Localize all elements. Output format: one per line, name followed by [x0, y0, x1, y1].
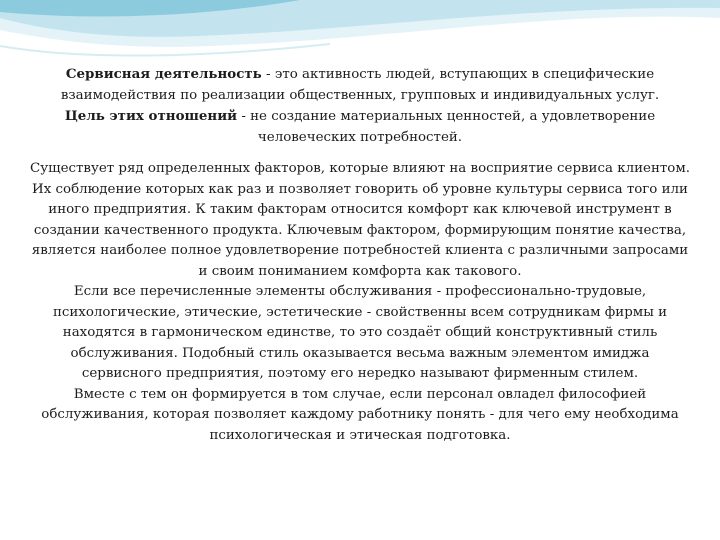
slide-body	[30, 64, 690, 446]
factors-paragraph: Существует ряд определенных факторов, которые влияют на восприятие сервиса клиентом. Их соблюдение которых как раз и позволяет говорить об уровне культуры сервиса того или иного предприятия. К таким факторам относится комфорт как ключевой инструмент в создании качественного продукта. Ключевым фактором, формирующим понятие качества, является наиболее полное удовлетворение потребностей клиента с различными запросами и своим пониманием комфорта как такового.	[30, 161, 691, 279]
term-goal: Цель этих отношений	[64, 108, 238, 124]
definition-text-b: - не создание материальных ценностей, а удовлетворение человеческих потребностей.	[237, 109, 656, 145]
style-paragraph: Если все перечисленные элементы обслуживания - профессионально-трудовые, психологические, этические, эстетические - свойственны всем сотрудникам фирмы и находятся в гармоническом единстве, то это создаёт общий конструктивный стиль обслуживания. Подобный стиль оказывается весьма важным элементом имиджа сервисного предприятия, поэтому его нередко называют фирменным стилем.	[52, 284, 668, 381]
definition-paragraph	[30, 64, 690, 148]
philosophy-paragraph: Вместе с тем он формируется в том случае, если персонал овладел философией обслуживания, которая позволяет каждому работнику понять - для чего ему необходима психологическая и этическая подготовка.	[41, 386, 679, 443]
term-service-activity: Сервисная деятельность	[65, 66, 262, 82]
definition-text-a: - это активность людей, вступающих в специфические взаимодействия по реализации общественных, групповых и индивидуальных услуг.	[60, 67, 660, 103]
